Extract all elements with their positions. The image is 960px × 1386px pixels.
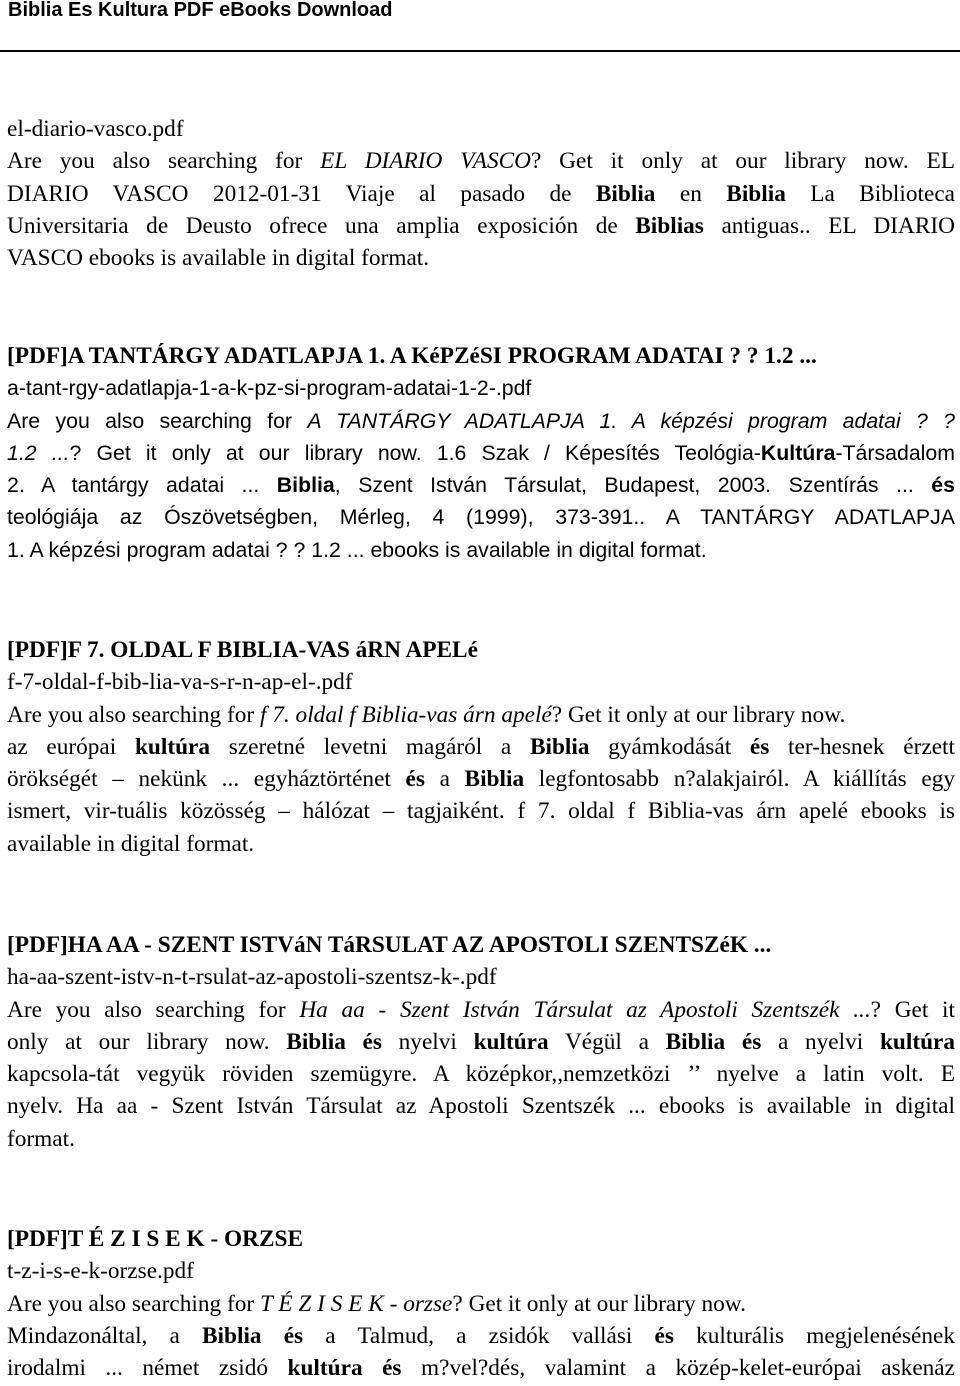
description-line [7, 534, 955, 566]
search-title: EL DIARIO VASCO [320, 148, 531, 175]
text-run: ? Get it only at our library now. 1.6 Szak / Képesítés Teológia- [69, 440, 761, 465]
keyword-highlight: és [654, 1322, 674, 1349]
keyword-highlight: kultúra [473, 1028, 549, 1055]
entry-filename: f-7-oldal-f-bib-lia-va-s-r-n-ap-el-.pdf [7, 669, 353, 696]
description-line [7, 469, 955, 501]
description-line [7, 437, 955, 469]
description-line [7, 1123, 955, 1155]
text-run: legfontosabb n?alakjairól. A kiállítás egy [524, 766, 956, 793]
text-run: Végül a [548, 1028, 666, 1055]
text-run: DIARIO VASCO 2012-01-31 Viaje al pasado de [7, 180, 596, 207]
description-line [7, 731, 955, 763]
text-run: only at our library now. [7, 1028, 287, 1055]
keyword-highlight: Biblia és [202, 1322, 304, 1349]
entry-ha-aa-szent-istvan [7, 929, 955, 1155]
description-line [7, 1352, 955, 1384]
keyword-highlight: és [931, 473, 955, 498]
text-run: 2. A tantárgy adatai ... [7, 473, 277, 498]
entry-filename: ha-aa-szent-istv-n-t-rsulat-az-apostoli-szentsz-k-.pdf [7, 964, 497, 991]
entry-description [7, 405, 955, 566]
text-run: nyelvi [381, 1028, 474, 1055]
text-run: nyelv. Ha aa - Szent István Társulat az Apostoli Szentszék ... ebooks is available in digital [7, 1093, 955, 1120]
page-title: Biblia Es Kultura PDF eBooks Download [8, 0, 393, 21]
description-line [7, 828, 955, 860]
description-line [7, 210, 955, 242]
text-run: , Szent István Társulat, Budapest, 2003. Szentírás ... [334, 473, 932, 498]
keyword-highlight: Biblia [464, 766, 525, 793]
text-run: kulturális megjelenésének [673, 1322, 956, 1349]
description-line [7, 1026, 955, 1058]
text-run: Are you also searching for [7, 408, 308, 433]
text-run: ? Get it only at our library now. EL [530, 148, 956, 175]
text-run: antiguas.. EL DIARIO [703, 212, 955, 239]
text-run: ter-hesnek érzett [769, 733, 955, 760]
description-line [7, 795, 955, 827]
text-run: teológiája az Ószövetségben, Mérleg, 4 (1999), 373-391.. A TANTÁRGY ADATLAPJA [7, 505, 955, 530]
text-run: a Talmud, a zsidók vallási [303, 1322, 655, 1349]
keyword-highlight: Biblia [529, 733, 590, 760]
description-line [7, 1090, 955, 1122]
description-line [7, 994, 955, 1026]
description-line [7, 145, 955, 177]
search-title: 1.2 ... [7, 440, 70, 465]
header-divider [0, 50, 960, 52]
entry-description [7, 1288, 955, 1385]
entry-heading[interactable]: [PDF]HA AA - SZENT ISTVáN TáRSULAT AZ APOSTOLI SZENTSZéK ... [7, 932, 772, 958]
text-run: kapcsola-tát vegyük röviden szemügyre. A középkor,,nemzetközi ’’ nyelve a latin volt. E [7, 1061, 955, 1088]
entry-description [7, 994, 955, 1155]
text-run: ? Get it only at our library now. [551, 701, 846, 728]
keyword-highlight: kultúra [134, 733, 211, 760]
entry-filename: t-z-i-s-e-k-orzse.pdf [7, 1258, 194, 1285]
text-run: Mindazonáltal, a [7, 1322, 203, 1349]
text-run: Are you also searching for [7, 701, 260, 728]
search-title: T É Z I S E K - orzse [259, 1290, 453, 1317]
description-line [7, 1320, 955, 1352]
entry-t-e-z-i-s-e-k [7, 1223, 955, 1384]
keyword-highlight: Kultúra [760, 440, 836, 465]
text-run: a [424, 766, 465, 793]
description-line [7, 242, 955, 274]
entry-heading[interactable]: [PDF]A TANTÁRGY ADATLAPJA 1. A KéPZéSI PROGRAM ADATAI ? ? 1.2 ... [7, 343, 817, 369]
keyword-highlight: kultúra [879, 1028, 956, 1055]
entry-filename: el-diario-vasco.pdf [7, 116, 184, 142]
text-run: gyámkodását [589, 733, 750, 760]
text-run: ? Get it only at our library now. [452, 1290, 746, 1317]
text-run: Universitaria de Deusto ofrece una amplia exposición de [7, 212, 636, 239]
text-run: format. [7, 1125, 75, 1152]
text-run: Are you also searching for [7, 1290, 260, 1317]
text-run: -Társadalom [835, 440, 955, 465]
keyword-highlight: és [749, 733, 770, 760]
text-run: m?vel?dés, valamint a közép-kelet-európai askenáz [401, 1355, 955, 1382]
description-line [7, 405, 955, 437]
keyword-highlight: és [405, 766, 425, 793]
description-line [7, 1288, 955, 1320]
text-run: VASCO ebooks is available in digital format. [7, 245, 430, 272]
search-title: Ha aa - Szent István Társulat az Apostoli Szentszék ... [299, 996, 871, 1023]
text-run: Are you also searching for [7, 148, 321, 175]
entry-f-7-oldal [7, 634, 955, 860]
entry-heading[interactable]: [PDF]T É Z I S E K - ORZSE [7, 1226, 304, 1252]
text-run: a nyelvi [761, 1028, 880, 1055]
keyword-highlight: Biblia [726, 180, 786, 207]
description-line [7, 1058, 955, 1090]
entry-el-diario-vasco [7, 113, 955, 274]
description-line [7, 699, 955, 731]
keyword-highlight: Biblia és [665, 1028, 762, 1055]
text-run: Are you also searching for [7, 996, 300, 1023]
keyword-highlight: Biblia [595, 180, 656, 207]
description-line [7, 178, 955, 210]
text-run: az európai [7, 733, 135, 760]
text-run: La Biblioteca [785, 180, 956, 207]
text-run: örökségét – nekünk ... egyháztörténet [7, 766, 406, 793]
text-run: ismert, vir-tuális közösség – hálózat – tagjaiként. f 7. oldal f Biblia-vas árn apelé ebooks is [7, 798, 955, 825]
text-run: irodalmi ... német zsidó [7, 1355, 288, 1382]
search-title: A TANTÁRGY ADATLAPJA 1. A képzési program adatai ? ? [307, 408, 956, 433]
entry-heading[interactable]: [PDF]F 7. OLDAL F BIBLIA-VAS áRN APELé [7, 637, 478, 663]
keyword-highlight: Biblias [635, 212, 704, 239]
text-run: ? Get it [870, 996, 955, 1023]
entry-filename: a-tant-rgy-adatlapja-1-a-k-pz-si-program-adatai-1-2-.pdf [7, 376, 532, 401]
entry-description [7, 699, 955, 860]
text-run: available in digital format. [7, 830, 255, 857]
text-run: 1. A képzési program adatai ? ? 1.2 ... ebooks is available in digital format. [7, 537, 707, 562]
text-run: en [655, 180, 727, 207]
keyword-highlight: kultúra és [287, 1355, 402, 1382]
description-line [7, 763, 955, 795]
entry-description [7, 145, 955, 274]
search-title: f 7. oldal f Biblia-vas árn apelé [259, 701, 552, 728]
description-line [7, 501, 955, 533]
entry-a-tantargy-adatlapja [7, 340, 955, 566]
keyword-highlight: Biblia és [286, 1028, 382, 1055]
text-run: szeretné levetni magáról a [210, 733, 530, 760]
keyword-highlight: Biblia [276, 473, 335, 498]
